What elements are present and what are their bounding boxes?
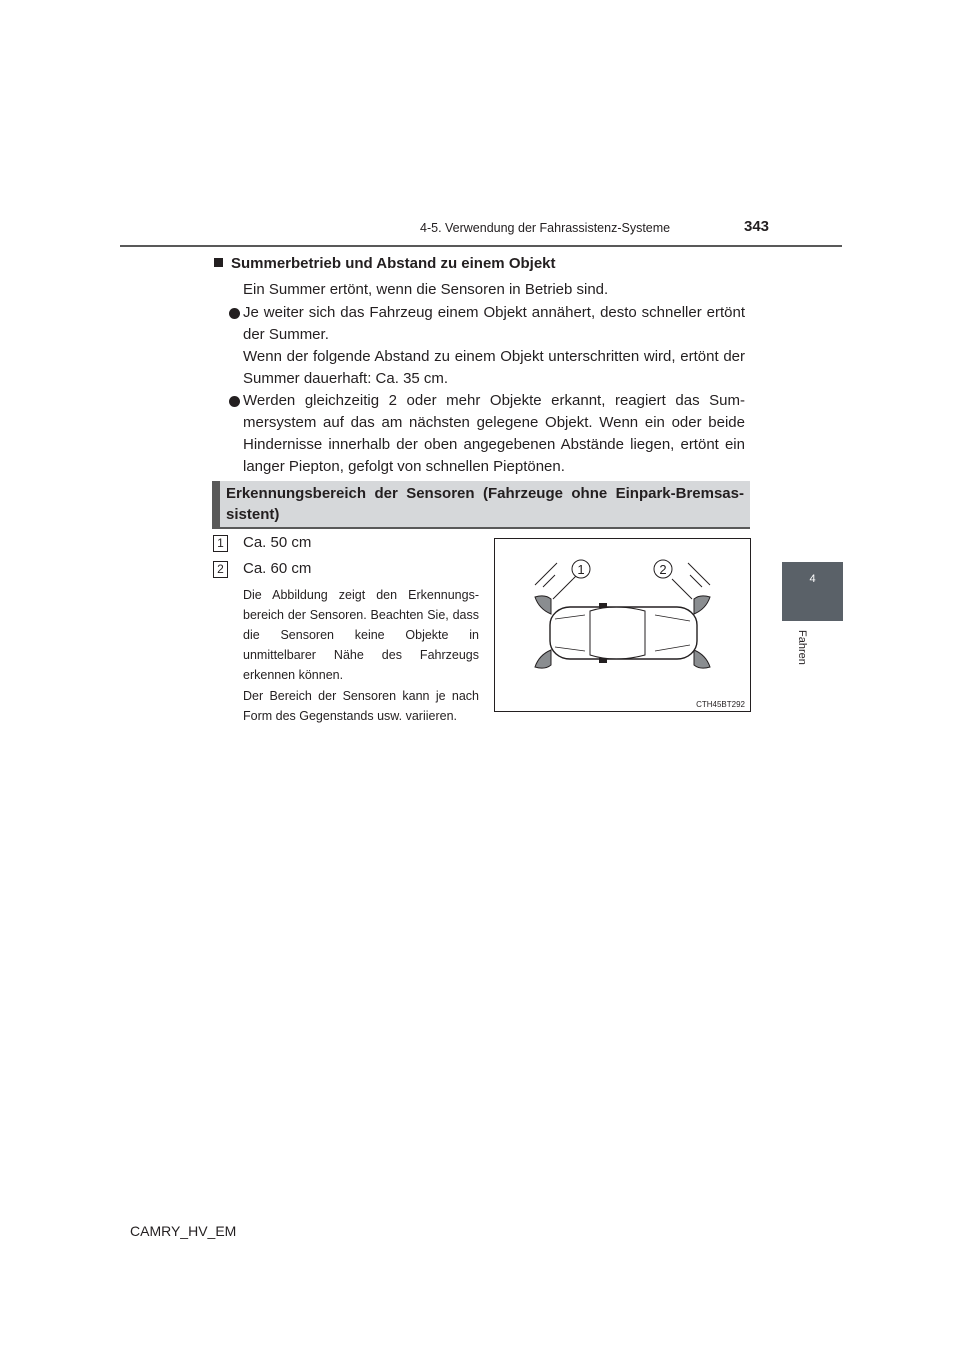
heading-accent-bar	[212, 481, 220, 527]
header-chapter-title: 4-5. Verwendung der Fahrassistenz-Systeme	[420, 221, 671, 235]
sensor-zone-rear-right	[694, 650, 710, 668]
bullet-text: Werden gleichzeitig 2 oder mehr Objekte erkannt, reagiert das Sum-mersystem auf das am nächsten gelegene Objekt. Wenn ein oder beide Hindernisse innerhalb der oben angegebenen Abstände liegen, ertönt ein langer Piepton, gefolgt von schnellen Pieptönen.	[243, 392, 745, 475]
page-number: 343	[744, 218, 770, 235]
footer-model-code: CAMRY_HV_EM	[130, 1223, 237, 1239]
subsection-heading-box	[212, 481, 750, 529]
subsection-heading-text: Erkennungsbereich der Sensoren (Fahrzeuge ohne Einpark-Bremsas-sistent)	[226, 485, 744, 523]
callout-number-1: 1	[213, 535, 228, 552]
sensor-zone-rear-left	[535, 650, 551, 668]
sensor-zone-front-left	[535, 596, 551, 614]
section-heading	[214, 255, 556, 272]
distance-2-text: Ca. 60 cm	[243, 560, 312, 577]
square-bullet-icon	[214, 258, 223, 267]
figure-code: CTH45BT292	[696, 700, 745, 709]
dimension-line-1	[553, 579, 573, 599]
bullet-item	[229, 390, 745, 478]
callout-number-2: 2	[213, 561, 228, 578]
callout-label-1: 1	[577, 562, 585, 577]
sensor-range-figure	[494, 538, 751, 712]
chapter-tab-label: Fahren	[796, 630, 808, 665]
bullet-item	[229, 302, 745, 390]
bullet-subtext: Wenn der folgende Abstand zu einem Objekt unterschritten wird, ertönt der Summer dauerhaft: Ca. 35 cm.	[243, 348, 745, 387]
callout-label-2: 2	[659, 562, 667, 577]
bullet-text: Je weiter sich das Fahrzeug einem Objekt annähert, desto schneller ertönt der Summer.	[243, 304, 745, 343]
note-paragraph: Der Bereich der Sensoren kann je nach Form des Gegenstands usw. variieren.	[243, 689, 479, 723]
section-heading-text: Summerbetrieb und Abstand zu einem Objekt	[231, 255, 556, 272]
mirror-right	[599, 658, 607, 663]
chapter-tab-number: 4	[809, 573, 816, 585]
bullet-dot-icon	[229, 308, 240, 319]
car-sensor-diagram	[495, 539, 750, 711]
mirror-left	[599, 603, 607, 608]
dimension-line-2	[672, 579, 692, 599]
header-rule	[120, 245, 842, 247]
intro-paragraph: Ein Summer ertönt, wenn die Sensoren in Betrieb sind.	[243, 281, 609, 298]
car-body	[550, 607, 697, 659]
distance-1-text: Ca. 50 cm	[243, 534, 312, 551]
sensor-zone-front-right	[694, 596, 710, 614]
note-paragraph: Die Abbildung zeigt den Erkennungs-bereich der Sensoren. Beachten Sie, dass die Sensoren keine Objekte in unmittelbarer Nähe des Fahrzeugs erkennen können.	[243, 588, 479, 682]
bullet-dot-icon	[229, 396, 240, 407]
chapter-tab	[782, 562, 843, 621]
